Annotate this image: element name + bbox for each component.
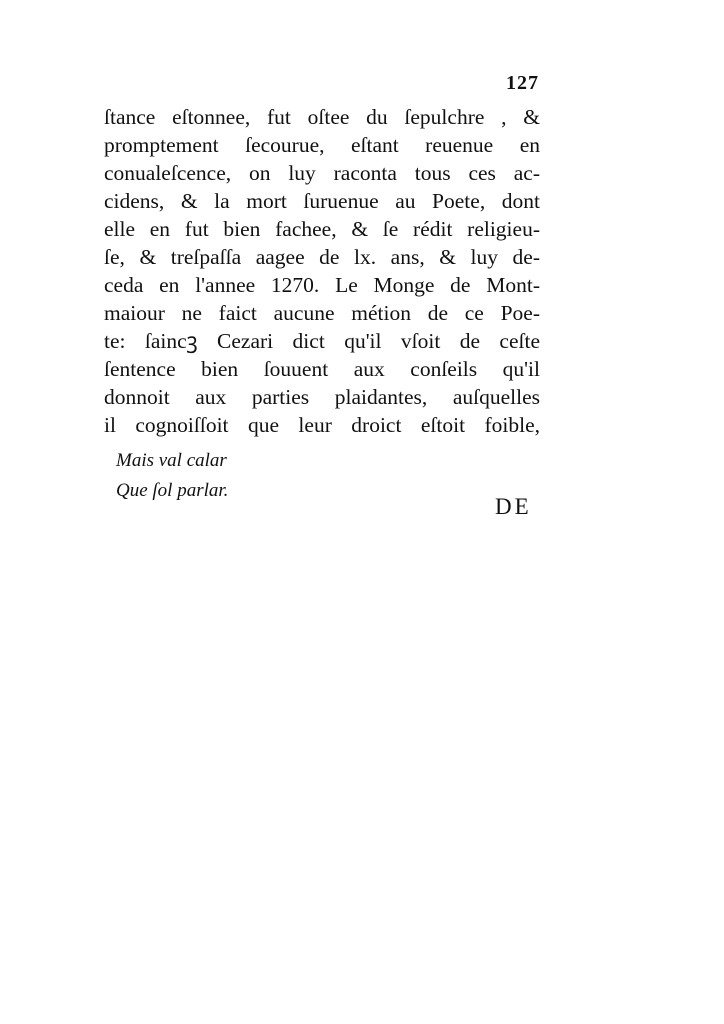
text-line: ceda en l'annee 1270. Le Monge de Mont- (104, 273, 540, 297)
text-line: maiour ne faict aucune métion de ce Poe- (104, 301, 540, 325)
text-line: te: ſaincꝫ Cezari dict qu'il vſoit de ceſte (104, 329, 540, 353)
text-line: cidens, & la mort ſuruenue au Poete, dont (104, 189, 540, 213)
text-line: promptement ſecourue, eſtant reuenue en (104, 133, 540, 157)
verse-quote (116, 446, 228, 506)
body-text (104, 103, 540, 439)
text-line: ſentence bien ſouuent aux conſeils qu'il (104, 357, 540, 381)
text-line: ſe, & treſpaſſa aagee de lx. ans, & luy de- (104, 245, 540, 269)
text-line: elle en fut bien fachee, & ſe rédit religieu- (104, 217, 540, 241)
catchword: DE (495, 494, 532, 519)
text-line: donnoit aux parties plaidantes, auſquelles (104, 385, 540, 409)
text-line: conualeſcence, on luy raconta tous ces ac- (104, 161, 540, 185)
verse-line: Mais val calar (116, 450, 227, 471)
verse-line: Que ſol parlar. (116, 480, 229, 501)
text-line: il cognoiſſoit que leur droict eſtoit foible, (104, 413, 540, 437)
page-number: 127 (506, 72, 539, 94)
text-line: ſtance eſtonnee, fut oſtee du ſepulchre , & (104, 105, 540, 129)
